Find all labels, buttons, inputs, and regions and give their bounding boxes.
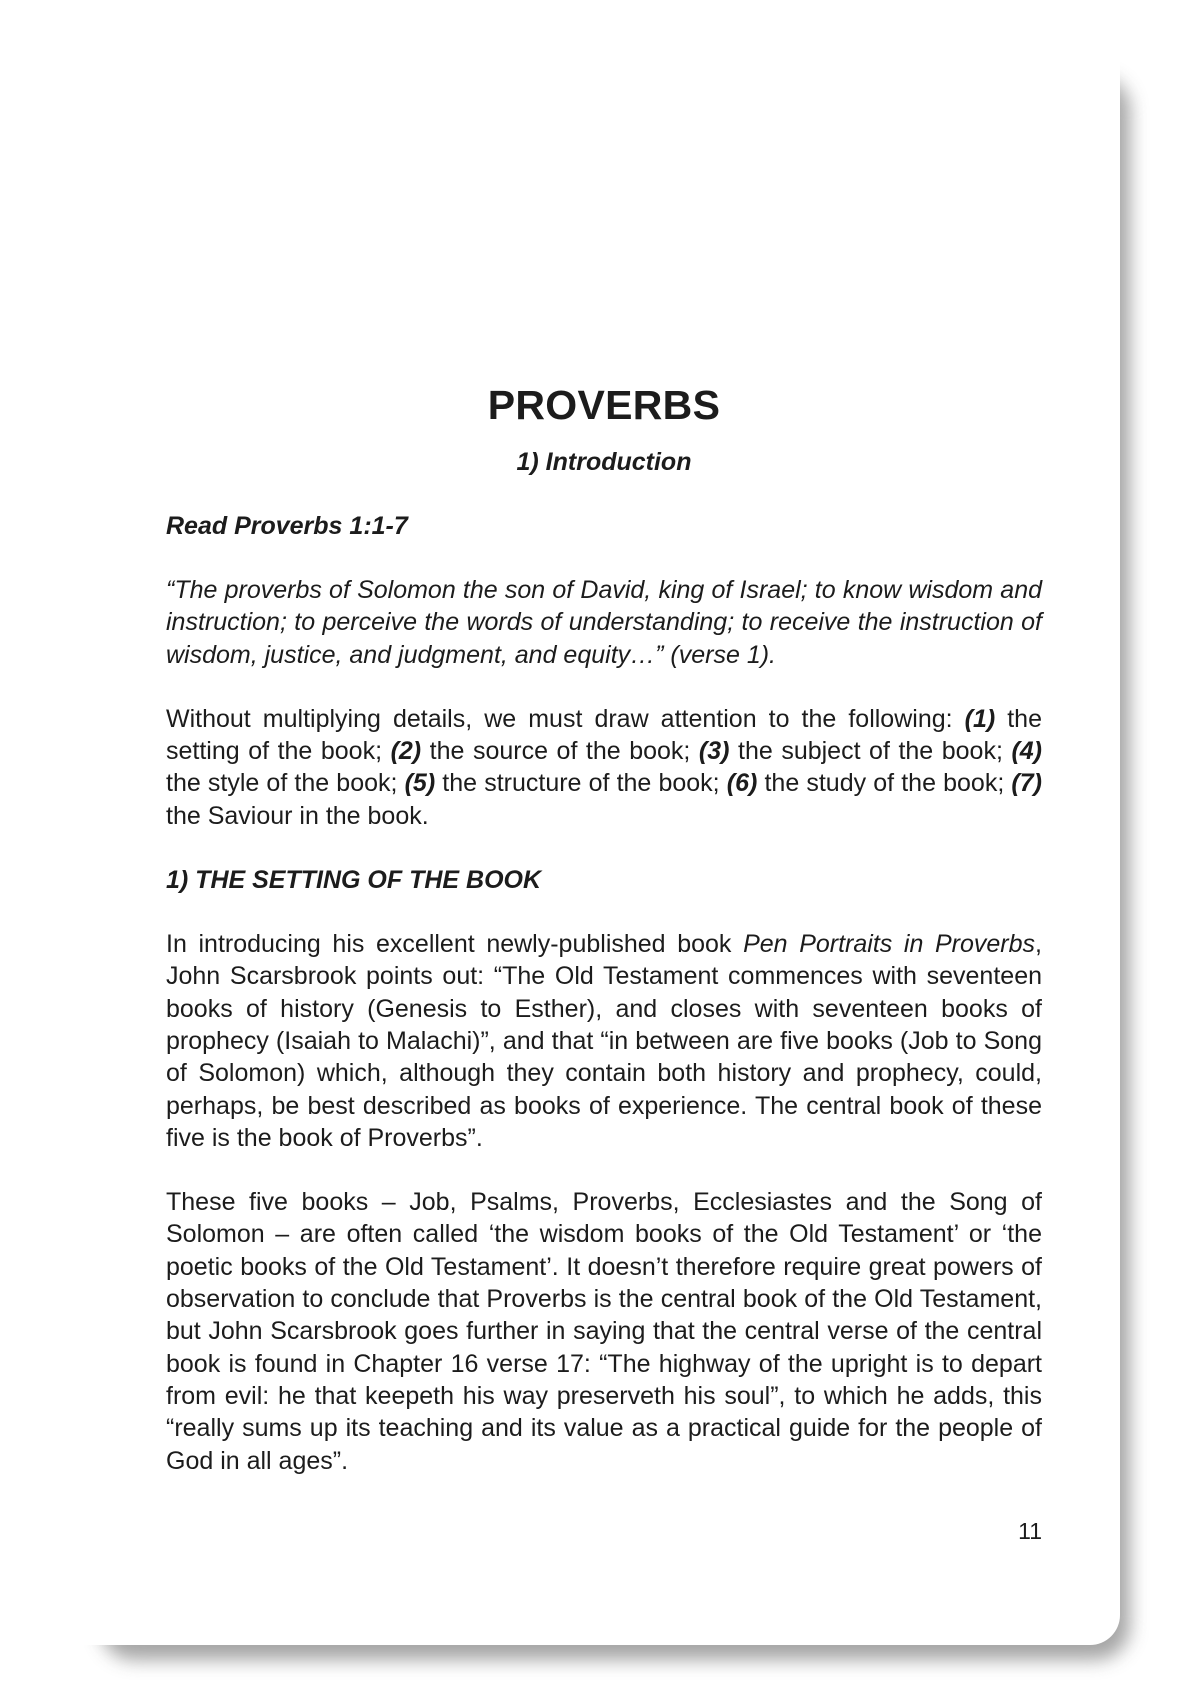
page-number: 11 bbox=[1018, 1518, 1042, 1544]
overview-item-number: (2) bbox=[390, 737, 422, 766]
page-content bbox=[166, 380, 1042, 1477]
overview-item-text: the setting of the book; bbox=[166, 704, 1042, 766]
overview-item-text: the Saviour in the book. bbox=[166, 801, 429, 830]
overview-intro: Without multiplying details, we must draw attention to the following: bbox=[166, 704, 965, 733]
overview-paragraph bbox=[166, 703, 1042, 832]
overview-item-number: (6) bbox=[726, 769, 758, 798]
setting-text-end: , John Scarsbrook points out: “The Old Testament commences with seventeen books of history (Genesis to Esther), and closes with seventeen books of prophecy (Isaiah to Malachi)”, and that “in between are five books (Job to Song of Solomon) which, although they contain both history and prophecy, could, perhaps, be best described as books of experience. The central book of these five is the book of Proverbs”. bbox=[166, 930, 1042, 1152]
scripture-quote: “The proverbs of Solomon the son of David, king of Israel; to know wisdom and instruction; to perceive the words of understanding; to receive the instruction of wisdom, justice, and judgment, and equity…” (verse 1). bbox=[166, 576, 1042, 669]
overview-item-number: (5) bbox=[404, 769, 436, 798]
overview-item-text: the subject of the book; bbox=[729, 737, 1012, 766]
chapter-subtitle: 1) Introduction bbox=[516, 448, 692, 476]
reading-reference: Read Proverbs 1:1-7 bbox=[166, 512, 408, 540]
overview-item-number: (4) bbox=[1011, 737, 1042, 766]
overview-item-text: the style of the book; bbox=[166, 769, 405, 798]
page-title: PROVERBS bbox=[487, 382, 721, 428]
setting-text-start: In introducing his excellent newly-published book bbox=[166, 930, 744, 959]
section-heading: 1) THE SETTING OF THE BOOK bbox=[166, 866, 542, 895]
book-title-reference: Pen Portraits in Proverbs bbox=[743, 930, 1036, 959]
setting-paragraph bbox=[166, 928, 1042, 1154]
overview-item-text: the structure of the book; bbox=[435, 769, 727, 798]
wisdom-books-paragraph: These five books – Job, Psalms, Proverbs, Ecclesiastes and the Song of Solomon – are often called ‘the wisdom books of the Old Testament’ or ‘the poetic books of the Old Testament’. It doesn’t therefore require great powers of observation to conclude that Proverbs is the central book of the Old Testament, but John Scarsbrook goes further in saying that the central verse of the central book is found in Chapter 16 verse 17: “The highway of the upright is to depart from evil: he that keepeth his way preserveth his soul”, to which he adds, this “really sums up its teaching and its value as a practical guide for the people of God in all ages”. bbox=[166, 1188, 1042, 1475]
overview-item-number: (3) bbox=[698, 737, 730, 766]
overview-item-text: the study of the book; bbox=[757, 769, 1012, 798]
overview-item-text: the source of the book; bbox=[421, 737, 699, 766]
overview-item-number: (7) bbox=[1011, 769, 1042, 798]
overview-item-number: (1) bbox=[964, 704, 996, 733]
